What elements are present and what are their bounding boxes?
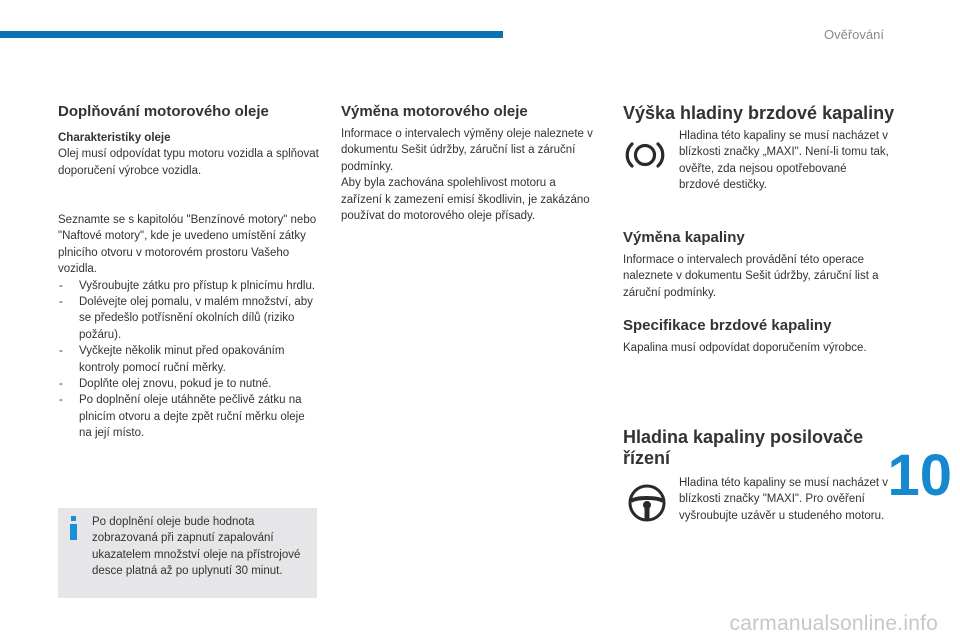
fluid-replacement-title: Výměna kapaliny [623, 229, 745, 246]
power-steering-title: Hladina kapaliny posilovače řízení [623, 427, 864, 468]
brake-warning-icon [625, 138, 665, 172]
info-note-text: Po doplnění oleje bude hodnota zobrazovaná při zapnutí zapalování ukazatelem množství oleje na přístrojové desce platná až po uplynutí 30 minut. [92, 516, 301, 578]
oil-refill-title: Doplňování motorového oleje [58, 103, 269, 120]
oil-refill-steps [58, 278, 320, 442]
list-item: - Vyšroubujte zátku pro přístup k plnicímu hrdlu. [58, 278, 320, 294]
oil-change-text [341, 126, 593, 224]
power-steering-text-block [679, 475, 889, 524]
watermark: carmanualsonline.info [729, 612, 938, 635]
oil-characteristics-text: Olej musí odpovídat typu motoru vozidla a splňovat doporučení výrobce vozidla. [58, 148, 319, 177]
oil-change-para1: Informace o intervalech výměny oleje naleznete v dokumentu Sešit údržby, záruční list a záruční podmínky. [341, 128, 593, 173]
list-item: - Vyčkejte několik minut před opakováním kontroly pomocí ruční měrky. [58, 343, 320, 376]
oil-change-para2: Aby byla zachována spolehlivost motoru a zařízení k zamezení emisí škodlivin, je zakázáno používat do motorového oleje přísady. [341, 177, 590, 223]
chapter-number: 10 [887, 443, 952, 508]
oil-change-title: Výměna motorového oleje [341, 103, 528, 120]
oil-characteristics [58, 130, 320, 179]
brake-fluid-spec-block [623, 340, 888, 356]
oil-characteristics-subhead: Charakteristiky oleje [58, 132, 171, 144]
section-title: Ověřování [824, 27, 884, 42]
power-steering-text: Hladina této kapaliny se musí nacházet v blízkosti značky "MAXI". Pro ověření vyšroubujte uzávěr u studeného motoru. [679, 477, 889, 522]
oil-refill-instructions [58, 212, 320, 442]
brake-fluid-title: Výška hladiny brzdové kapaliny [623, 103, 895, 123]
info-icon [70, 516, 77, 540]
brake-fluid-text-block [679, 128, 889, 194]
fluid-replacement-block [623, 252, 888, 301]
oil-refill-intro: Seznamte se s kapitolóu "Benzínové motory" nebo "Naftové motory", kde je uvedeno umístění zátky plnicího otvoru v motorovém prostoru Vašeho vozidla. [58, 214, 317, 276]
brake-fluid-text: Hladina této kapaliny se musí nacházet v blízkosti značky „MAXI". Není-li tomu tak, ověřte, zda nejsou opotřebované brzdové destičky. [679, 130, 889, 192]
power-steering-icon [627, 483, 667, 523]
list-item: - Doplňte olej znovu, pokud je to nutné. [58, 376, 320, 392]
list-item: - Po doplnění oleje utáhněte pečlivě zátku na plnicím otvoru a dejte zpět ruční měrku oleje na její místo. [58, 392, 320, 441]
fluid-replacement-text: Informace o intervalech provádění této operace naleznete v dokumentu Sešit údržby, záruční list a záruční podmínky. [623, 254, 879, 299]
brake-fluid-spec-title: Specifikace brzdové kapaliny [623, 317, 832, 334]
info-note [58, 508, 317, 598]
header-accent-bar [0, 31, 503, 38]
brake-fluid-spec-text: Kapalina musí odpovídat doporučením výrobce. [623, 342, 867, 354]
list-item: - Dolévejte olej pomalu, v malém množství, aby se předešlo potřísnění okolních dílů (riziko požáru). [58, 294, 320, 343]
